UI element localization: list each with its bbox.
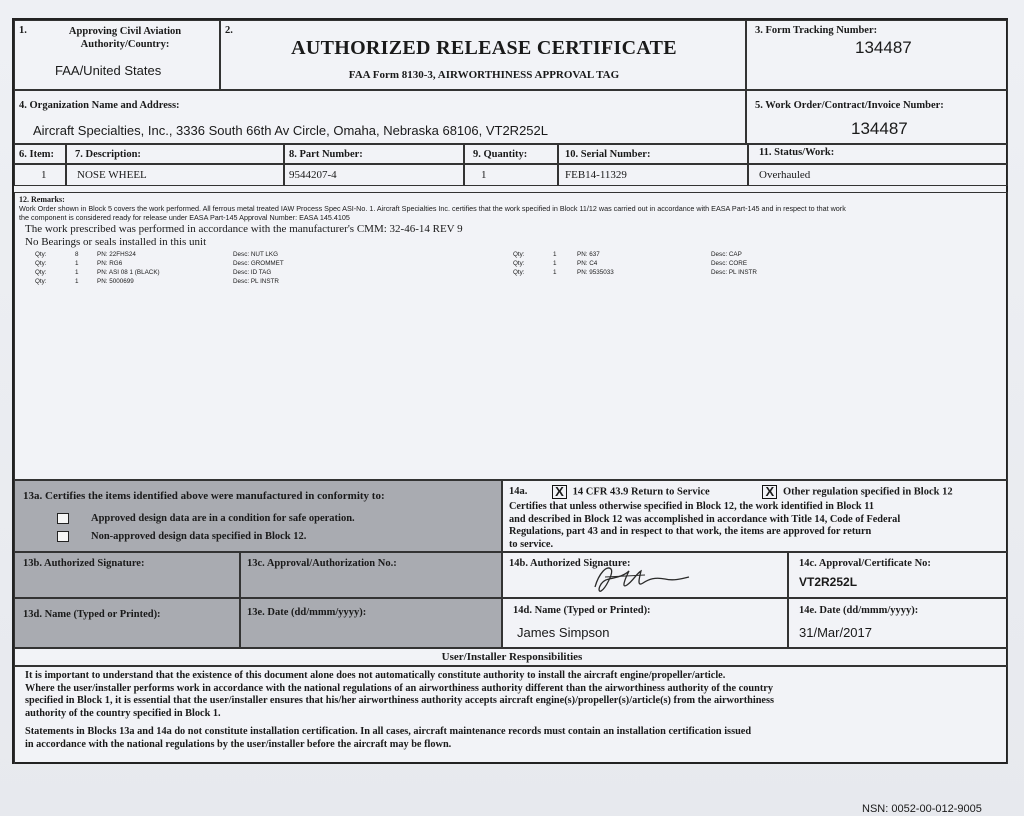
block-13c-approval: 13c. Approval/Authorization No.: (240, 552, 502, 598)
block-14b-signature: 14b. Authorized Signature: (502, 552, 788, 598)
block-3-label: 3. Form Tracking Number: (755, 25, 878, 36)
block-14a-return-to-service (502, 480, 1008, 552)
responsibilities-text: It is important to understand that the existence of this document alone does not automatically constitute authority to install the aircraft engine/propeller/article. Where the user/installer performs work in accordance with the national regulations of an airworthiness authority different than the airworthiness authority of the country specified in Block 1, it is essential that the user/installer ensures that his/her airworthiness authority accepts aircraft engine(s)/propeller(s)/article(s) from the airworthiness authority of the country specified in Block 1. Statements in Blocks 13a and 14a do not constitute installation certification. In all cases, aircraft maintenance records must contain an installation certification issued in accordance with the national regulations by the user/installer before the aircraft may be flown. (25, 670, 775, 750)
other-regulation-label: Other regulation specified in Block 12 (782, 486, 953, 498)
block-2-title (220, 20, 746, 90)
header-status: 11. Status/Work: (748, 144, 1008, 164)
row-serial-number: FEB14-11329 (558, 164, 748, 186)
block-12-remarks: 12. Remarks: Work Order shown in Block 5 covers the work performed. All ferrous metal treated IAW Process Spec ASI-No. 1. Aircraft Specialties Inc. certifies that the work specified in Block 11/12 was carried out in accordance with EASA Part-145 and in respect to that work the component is considered ready for release under EASA Part-145 Approval Number: EASA 145.4105 The work prescribed was performed in accordance with the manufacturer's CMM: 32-46-14 REV 9 No Bearings or seals installed in this unit Qty: 8 PN: 22FHS24 Desc: NUT LKG Qty: 1 PN: RG6 Desc: GROMMET Qty: 1 PN: ASI 08 1 (BLACK) Desc: ID TAG Qty: 1 PN: 5000699 Desc: PL INSTR Qty: 1 PN: 637 Desc: CAP Qty: 1 PN: C4 Desc: CORE Qty: 1 PN: 9535033 Desc: PL INSTR (14, 192, 1008, 480)
form-subtitle: FAA Form 8130-3, AIRWORTHINESS APPROVAL TAG (348, 69, 620, 81)
block-3-value: 134487 (855, 38, 912, 57)
other-regulation-checkbox[interactable]: X (762, 485, 777, 499)
block-14e-value: 31/Mar/2017 (799, 625, 872, 640)
row-description: NOSE WHEEL (66, 164, 284, 186)
row-quantity: 1 (464, 164, 558, 186)
option-approved-design: Approved design data are in a condition for safe operation. (57, 513, 355, 524)
block-14c-value: VT2R252L (799, 575, 858, 589)
cfr-43-9-label: 14 CFR 43.9 Return to Service (572, 486, 710, 498)
block-5-value: 134487 (851, 119, 908, 138)
block-13b-signature: 13b. Authorized Signature: (14, 552, 240, 598)
block-4-value: Aircraft Specialties, Inc., 3336 South 66th Av Circle, Omaha, Nebraska 68106, VT2R252L (33, 123, 548, 138)
block-14d-value: James Simpson (517, 625, 610, 640)
block-14a-text: Certifies that unless otherwise specified in Block 12, the work identified in Block 11 and described in Block 12 was accomplished in accordance with Title 14, Code of Federal Regulations, part 43 and in respect to that work, the items are approved for return to service. (509, 501, 901, 550)
block-5-label: 5. Work Order/Contract/Invoice Number: (755, 100, 944, 111)
block-13d-name: 13d. Name (Typed or Printed): (14, 598, 240, 648)
block-13a-label: 13a. Certifies the items identified above were manufactured in conformity to: (23, 490, 385, 502)
header-description: 7. Description: (66, 144, 284, 164)
block-1-value: FAA/United States (55, 63, 162, 78)
block-2-number: 2. (225, 25, 233, 36)
nsn-number: NSN: 0052-00-012-9005 (862, 803, 982, 815)
certificate-form (12, 18, 1008, 764)
header-part-number: 8. Part Number: (284, 144, 464, 164)
option-non-approved-design: Non-approved design data specified in Block 12. (57, 531, 306, 542)
block-3-tracking (746, 20, 1008, 90)
remarks-line-4: No Bearings or seals installed in this unit (25, 236, 207, 248)
block-4-label: 4. Organization Name and Address: (19, 100, 180, 111)
block-13e-date: 13e. Date (dd/mmm/yyyy): (240, 598, 502, 648)
remarks-line-2: the component is considered ready for release under EASA Part-145 Approval Number: EASA 145.4105 (19, 213, 350, 222)
header-item: 6. Item: (14, 144, 66, 164)
responsibilities-header: User/Installer Responsibilities (14, 648, 1008, 666)
block-14d-name: 14d. Name (Typed or Printed): James Simpson (502, 598, 788, 648)
signature-image (585, 559, 695, 595)
header-quantity: 9. Quantity: (464, 144, 558, 164)
block-13a-conformity (14, 480, 502, 552)
header-serial-number: 10. Serial Number: (558, 144, 748, 164)
row-item: 1 (14, 164, 66, 186)
block-5-work-order (746, 90, 1008, 144)
block-14a-options: 14a. X 14 CFR 43.9 Return to Service X Other regulation specified in Block 12 (509, 484, 953, 499)
non-approved-design-checkbox[interactable] (57, 531, 69, 542)
block-14c-approval: 14c. Approval/Certificate No: VT2R252L (788, 552, 1008, 598)
responsibilities-body (14, 666, 1008, 764)
row-status: Overhauled (748, 164, 1008, 186)
approved-design-checkbox[interactable] (57, 513, 69, 524)
cfr-43-9-checkbox[interactable]: X (552, 485, 567, 499)
block-14e-date: 14e. Date (dd/mmm/yyyy): 31/Mar/2017 (788, 598, 1008, 648)
block-1-number: 1. (19, 25, 27, 36)
remarks-label: 12. Remarks: (19, 195, 65, 204)
block-1-label: Approving Civil Aviation Authority/Country: (68, 26, 182, 50)
remarks-line-3: The work prescribed was performed in accordance with the manufacturer's CMM: 32-46-14 REV 9 (25, 223, 463, 235)
row-part-number: 9544207-4 (284, 164, 464, 186)
block-4-organization (14, 90, 746, 144)
form-title: AUTHORIZED RELEASE CERTIFICATE (291, 37, 677, 59)
block-1-authority (14, 20, 220, 90)
remarks-line-1: Work Order shown in Block 5 covers the work performed. All ferrous metal treated IAW Process Spec ASI-No. 1. Aircraft Specialties Inc. certifies that the work specified in Block 11/12 was carried out in accordance with EASA Part-145 and in respect to that work (19, 204, 846, 213)
